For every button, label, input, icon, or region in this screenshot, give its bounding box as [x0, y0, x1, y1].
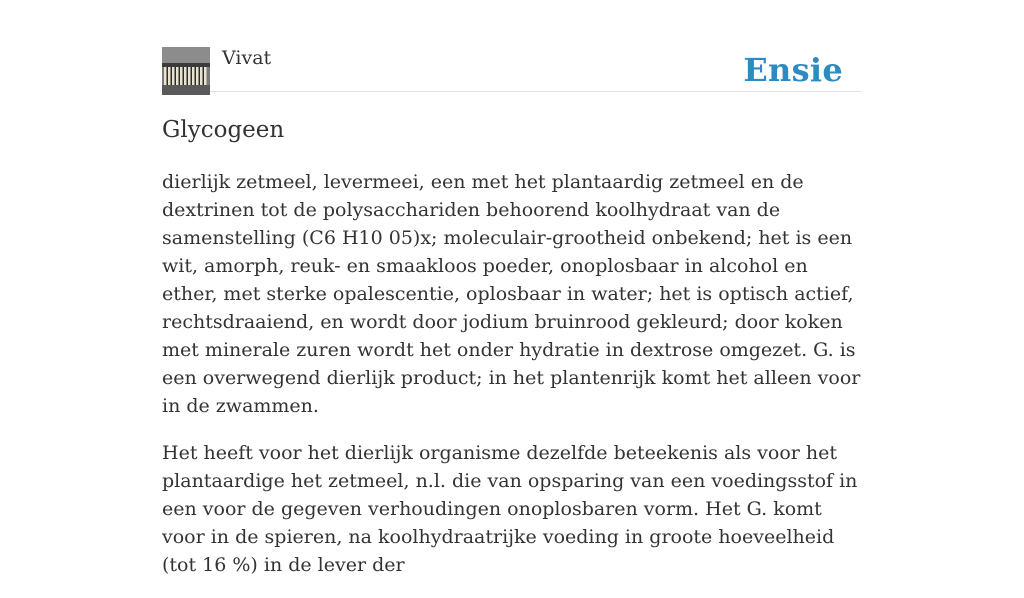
article-paragraph: dierlijk zetmeel, levermeei, een met het plantaardig zetmeel en de dextrinen tot de polysacchariden behoorend koolhydraat van de samenstelling (C6 H10 05)x; moleculair-grootheid onbekend; het is een wit, amorph, reuk- en smaakloos poeder, onoplosbaar in alcohol en ether, met sterke opalescentie, oplosbaar in water; het is optisch actief, rechtsdraaiend, en wordt door jodium bruinrood gekleurd; door koken met minerale zuren wordt het onder hydratie in dextrose omgezet. G. is een overwegend dierlijk product; in het plantenrijk komt het alleen voor in de zwammen.: [162, 171, 861, 417]
site-header: [162, 46, 862, 92]
article-title: Glycogeen: [162, 117, 285, 143]
article-body: [162, 168, 864, 598]
author-avatar[interactable]: [162, 47, 210, 95]
author-name[interactable]: Vivat: [222, 47, 272, 69]
avatar-image: [162, 47, 210, 95]
ensie-logo[interactable]: Ensie: [743, 51, 843, 89]
article-paragraph: Het heeft voor het dierlijk organisme dezelfde beteekenis als voor het plantaardige het zetmeel, n.l. die van opsparing van een voedingsstof in een voor de gegeven verhoudingen onoplosbaren vorm. Het G. komt voor in de spieren, na koolhydraatrijke voeding in groote hoeveelheid (tot 16 %) in de lever der: [162, 442, 858, 576]
